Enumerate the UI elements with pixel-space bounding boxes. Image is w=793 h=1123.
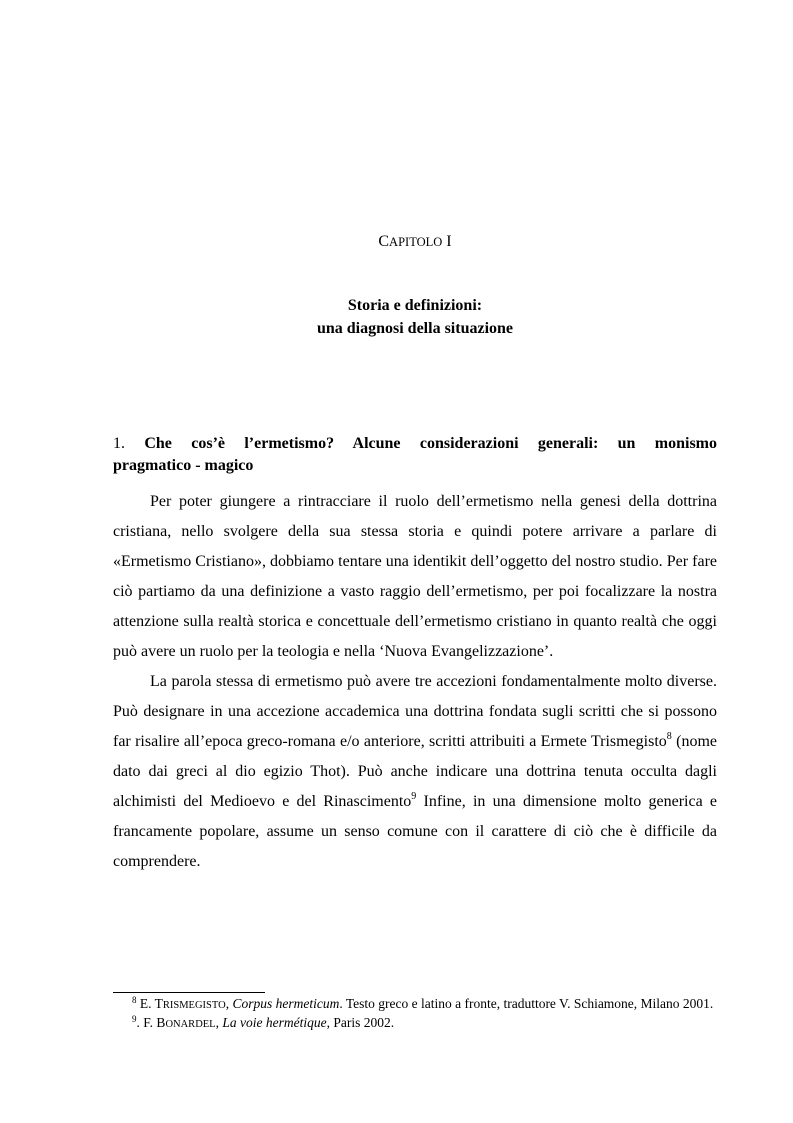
chapter-initial: C (378, 233, 390, 250)
footnote-8-author-rest: RISMEGISTO (162, 1000, 226, 1011)
footnote-separator (113, 992, 265, 993)
paragraph-2-part-c: Infine, in una dimensione molto generica e francamente popolare, assume un senso comune con il carattere di ciò che è difficile da comprendere. (113, 793, 718, 870)
footnote-8-work: Corpus hermeticum (232, 996, 340, 1011)
footnote-marker-9: 9 (132, 1014, 137, 1024)
footnote-marker-8: 8 (132, 995, 137, 1005)
chapter-word: APITOLO (389, 235, 443, 249)
footnote-8-sep: , (225, 996, 233, 1011)
footnote-9-rest: , Paris 2002. (326, 1015, 395, 1030)
footnote-8-rest: . Testo greco e latino a fronte, traduttore V. Schiamone, Milano 2001. (339, 996, 714, 1011)
paragraph-2 (113, 667, 717, 877)
footnote-9 (113, 1014, 717, 1033)
footnote-8 (113, 995, 717, 1014)
chapter-numeral: I (442, 233, 452, 250)
section-heading (113, 433, 717, 477)
paragraph-1: Per poter giungere a rintracciare il ruolo dell’ermetismo nella genesi della dottrina cristiana, nello svolgere della sua stessa storia e quindi potere arrivare a parlare di «Ermetismo Cristiano», dobbiamo tentare una identikit dell’oggetto del nostro studio. Per fare ciò partiamo da una definizione a vasto raggio dell’ermetismo, per poi focalizzare la nostra attenzione sulla realtà storica e concettuale dell’ermetismo cristiano in quanto realtà che oggi può avere un ruolo per la teologia e nella ‘Nuova Evangelizzazione’. (113, 493, 717, 660)
footnote-9-author-rest: ONARDEL (165, 1019, 216, 1030)
footnote-8-author-first: E. T (139, 996, 163, 1011)
section-heading-line-1 (113, 433, 717, 455)
footnote-9-work: La voie hermétique (222, 1015, 327, 1030)
paragraph-2-part-a: La parola stessa di ermetismo può avere tre accezioni fondamentalmente molto diverse. Può designare in una accezione accademica una dottrina fondata sugli scritti che si possono far risalire all’epoca greco-romana e/o anteriore, scritti attribuiti a Ermete Trismegisto (113, 673, 717, 750)
footnote-ref-8[interactable]: 8 (666, 731, 672, 742)
chapter-title-line-1: Storia e definizioni: (347, 297, 483, 314)
chapter-title-line-2: una diagnosi della situazione (316, 320, 514, 337)
footnote-9-prefix: . F. B (136, 1015, 166, 1030)
footnote-ref-9[interactable]: 9 (411, 791, 417, 802)
section-title-line-1: Che cos’è l’ermetismo? Alcune considerazioni generali: un monismo (144, 435, 717, 452)
chapter-heading (0, 233, 793, 251)
section-title-line-2: pragmatico - magico (113, 457, 254, 474)
paragraph-2-part-b: (nome dato dai greci al dio egizio Thot). Può anche indicare una dottrina tenuta occulta dagli alchimisti del Medioevo e del Rinascimento (113, 733, 718, 810)
footnote-9-sep: , (215, 1015, 223, 1030)
chapter-title (0, 294, 793, 340)
section-number: 1. (113, 435, 125, 452)
body-text (113, 487, 717, 877)
footnotes (113, 995, 717, 1033)
